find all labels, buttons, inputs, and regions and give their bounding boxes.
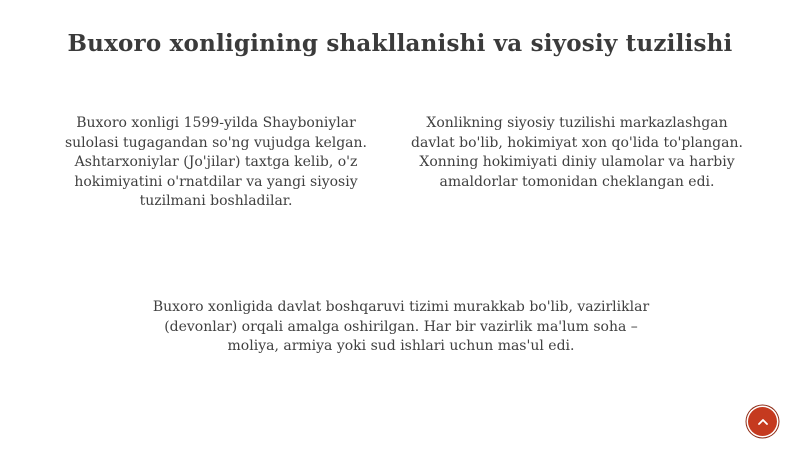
paragraph-formation: Buxoro xonligi 1599-yilda Shayboniylar sulolasi tugagandan so'ng vujudga kelgan. Ashtarxoniylar (Jo'jilar) taxtga kelib, o'z hokimiyatini o'rnatdilar va yangi siyosiy tuzilmani boshladilar. [64, 115, 367, 209]
paragraph-political-structure: Xonlikning siyosiy tuzilishi markazlashgan davlat bo'lib, hokimiyat xon qo'lida to'plangan. Xonning hokimiyati diniy ulamolar va harbiy amaldorlar tomonidan cheklangan edi. [411, 115, 743, 190]
slide-title: Buxoro xonligining shakllanishi va siyosiy tuzilishi [67, 30, 733, 57]
next-slide-button[interactable] [748, 407, 777, 436]
chevron-up-icon [757, 416, 769, 428]
paragraph-administration: Buxoro xonligida davlat boshqaruvi tizimi murakkab bo'lib, vazirliklar (devonlar) orqali amalga oshirilgan. Har bir vazirlik ma'lum soha – moliya, armiya yoki sud ishlari uchun mas'ul edi. [152, 299, 650, 354]
